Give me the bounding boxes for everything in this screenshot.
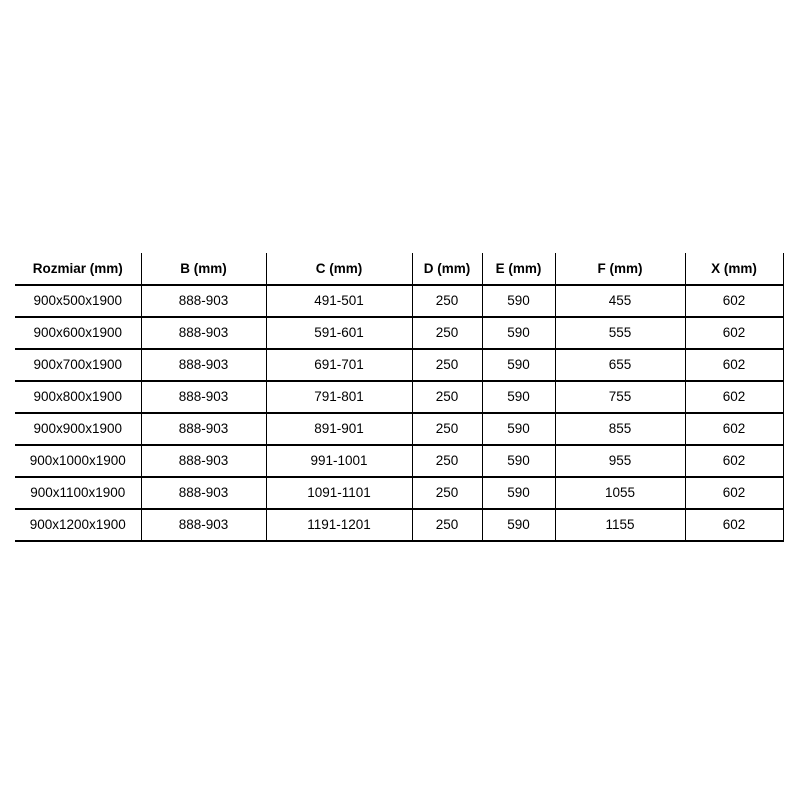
table-row	[15, 317, 783, 349]
table-cell: 455	[555, 285, 685, 317]
table-cell: 888-903	[141, 477, 266, 509]
table-body	[15, 285, 783, 541]
table-cell: 591-601	[266, 317, 412, 349]
table-cell: 555	[555, 317, 685, 349]
column-header: E (mm)	[482, 253, 555, 285]
column-header: D (mm)	[412, 253, 482, 285]
table-cell: 855	[555, 413, 685, 445]
table-cell: 590	[482, 381, 555, 413]
table-cell: 602	[685, 317, 783, 349]
table-cell: 888-903	[141, 509, 266, 541]
table-row	[15, 477, 783, 509]
table-row	[15, 413, 783, 445]
table-cell: 900x500x1900	[15, 285, 141, 317]
table-cell: 955	[555, 445, 685, 477]
header-row	[15, 253, 783, 285]
table-cell: 590	[482, 317, 555, 349]
table-cell: 602	[685, 381, 783, 413]
table-cell: 602	[685, 509, 783, 541]
table-cell: 900x1200x1900	[15, 509, 141, 541]
table-cell: 891-901	[266, 413, 412, 445]
table-cell: 491-501	[266, 285, 412, 317]
table-cell: 900x900x1900	[15, 413, 141, 445]
table-row	[15, 285, 783, 317]
table-cell: 888-903	[141, 317, 266, 349]
column-header: F (mm)	[555, 253, 685, 285]
table-cell: 250	[412, 477, 482, 509]
table-cell: 250	[412, 509, 482, 541]
column-header: X (mm)	[685, 253, 783, 285]
column-header: Rozmiar (mm)	[15, 253, 141, 285]
table-cell: 691-701	[266, 349, 412, 381]
table-cell: 900x1000x1900	[15, 445, 141, 477]
table-cell: 900x1100x1900	[15, 477, 141, 509]
table-cell: 1155	[555, 509, 685, 541]
table-cell: 602	[685, 285, 783, 317]
table-row	[15, 445, 783, 477]
table-cell: 888-903	[141, 445, 266, 477]
table-cell: 250	[412, 413, 482, 445]
table-cell: 250	[412, 317, 482, 349]
table-cell: 250	[412, 285, 482, 317]
table-cell: 602	[685, 349, 783, 381]
table-cell: 888-903	[141, 349, 266, 381]
table-cell: 250	[412, 381, 482, 413]
table-cell: 1091-1101	[266, 477, 412, 509]
table-cell: 590	[482, 445, 555, 477]
table-cell: 590	[482, 349, 555, 381]
dimensions-table	[15, 253, 784, 542]
table-cell: 250	[412, 349, 482, 381]
table-cell: 888-903	[141, 285, 266, 317]
column-header: C (mm)	[266, 253, 412, 285]
table-cell: 991-1001	[266, 445, 412, 477]
table-cell: 755	[555, 381, 685, 413]
table-cell: 655	[555, 349, 685, 381]
table-cell: 1055	[555, 477, 685, 509]
table-cell: 900x700x1900	[15, 349, 141, 381]
table-row	[15, 381, 783, 413]
table-row	[15, 509, 783, 541]
table-cell: 250	[412, 445, 482, 477]
table-cell: 900x800x1900	[15, 381, 141, 413]
table-cell: 900x600x1900	[15, 317, 141, 349]
table-cell: 791-801	[266, 381, 412, 413]
table-row	[15, 349, 783, 381]
table-cell: 602	[685, 477, 783, 509]
table-cell: 888-903	[141, 381, 266, 413]
table-cell: 888-903	[141, 413, 266, 445]
table-cell: 590	[482, 509, 555, 541]
table-cell: 602	[685, 413, 783, 445]
table-cell: 590	[482, 285, 555, 317]
table-cell: 590	[482, 477, 555, 509]
column-header: B (mm)	[141, 253, 266, 285]
table-cell: 590	[482, 413, 555, 445]
table-cell: 602	[685, 445, 783, 477]
table-cell: 1191-1201	[266, 509, 412, 541]
